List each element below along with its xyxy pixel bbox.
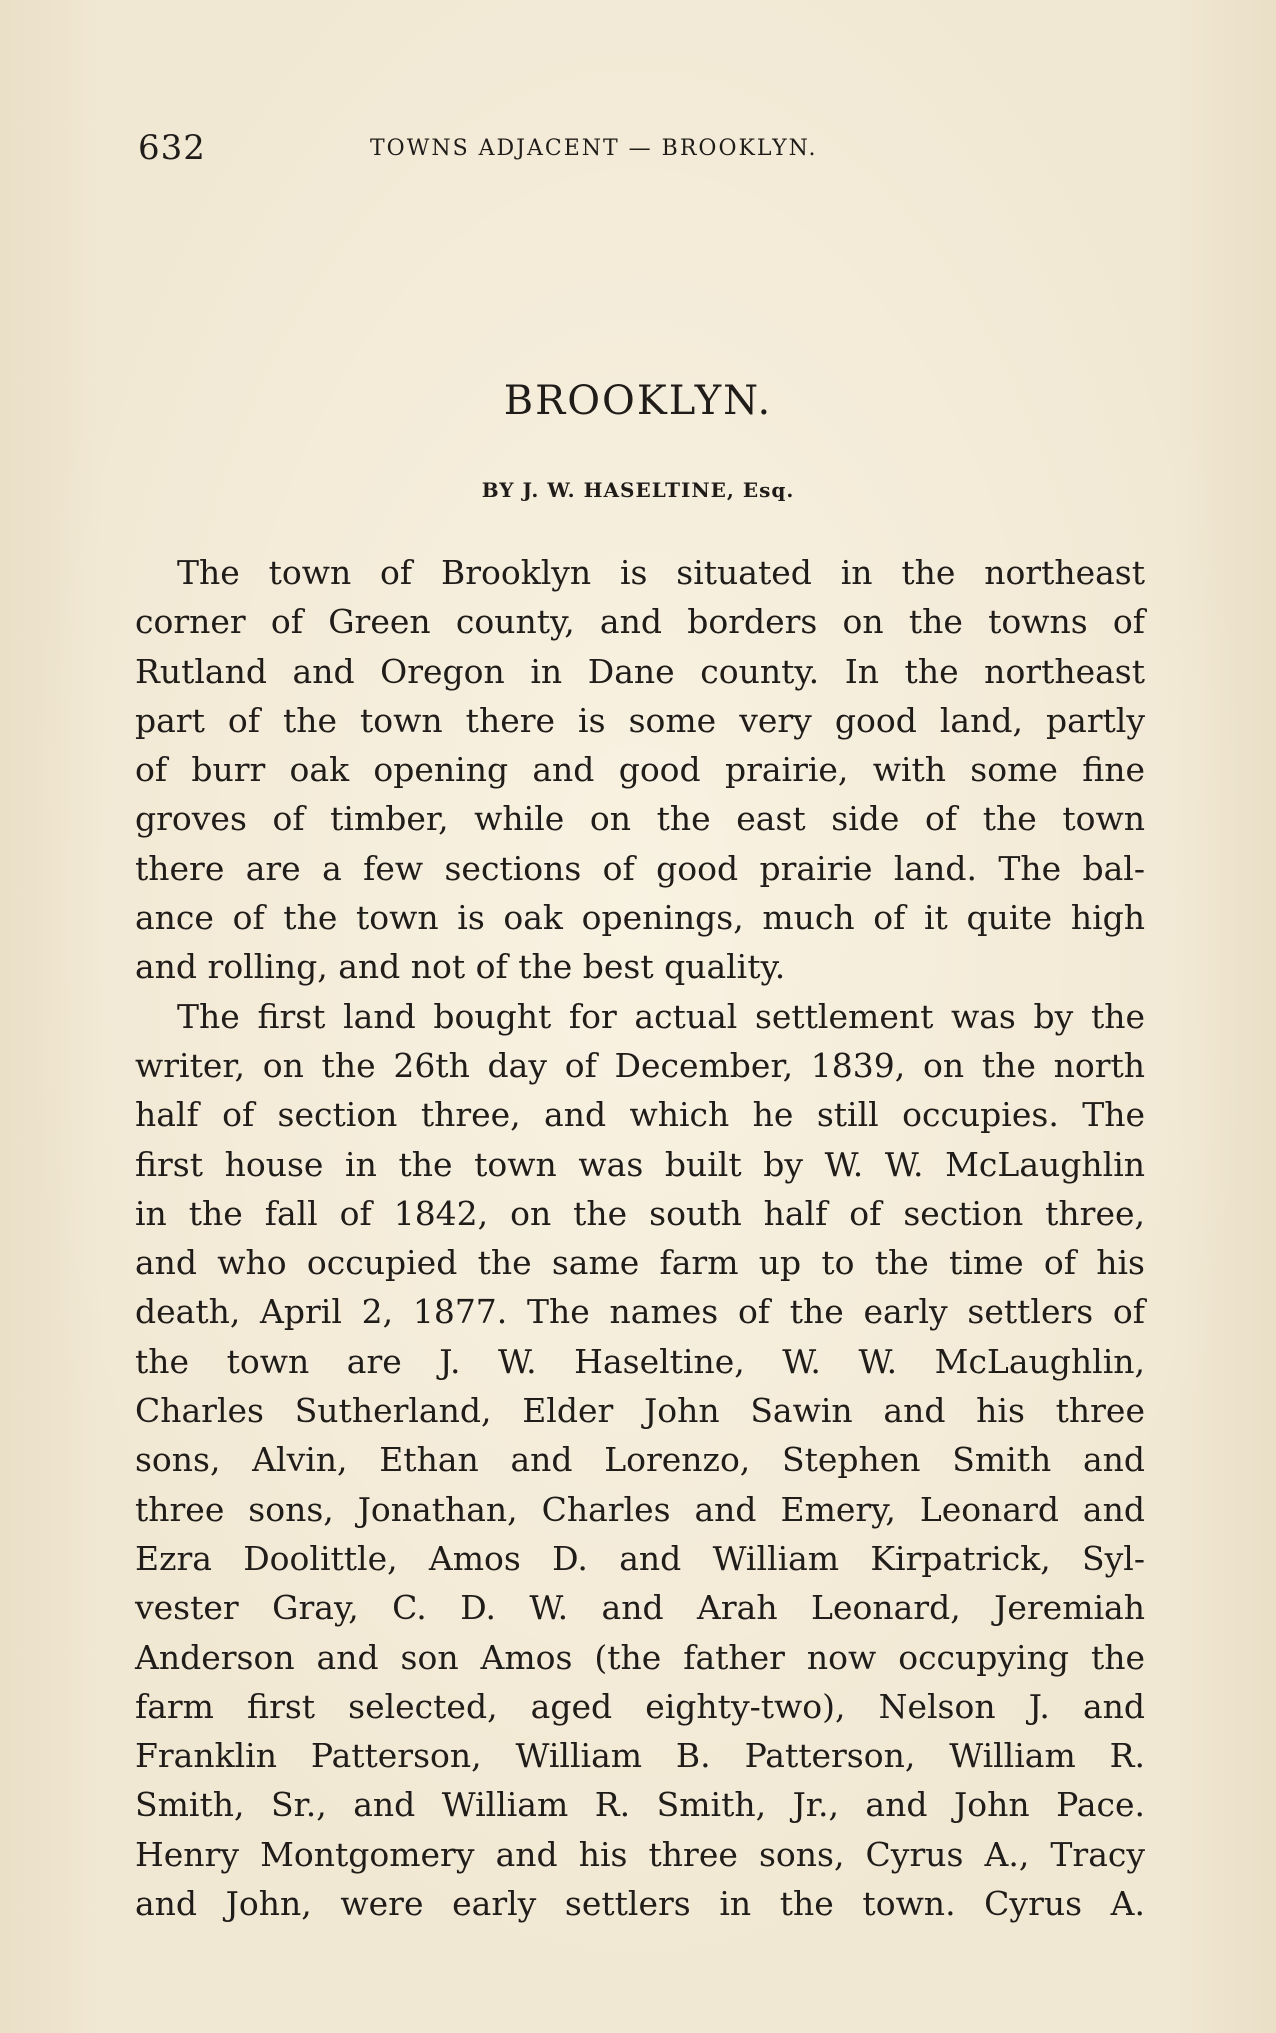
text-line: three sons, Jonathan, Charles and Emery, Leonard and [135,1489,1145,1529]
page-number: 632 [138,128,206,168]
text-line: Henry Montgomery and his three sons, Cyrus A., Tracy [135,1834,1145,1874]
text-line: Ezra Doolittle, Amos D. and William Kirpatrick, Syl- [135,1538,1145,1578]
text-line: and who occupied the same farm up to the time of his [135,1243,1145,1283]
text-line: writer, on the 26th day of December, 1839, on the north [135,1045,1145,1085]
text-line: Franklin Patterson, William B. Patterson, William R. [135,1736,1145,1776]
text-line: The first land bought for actual settlement was by the [177,996,1145,1036]
running-head [138,128,1158,178]
text-line: of burr oak opening and good prairie, with some fine [135,750,1145,790]
body-text [135,548,1145,1928]
text-line: and John, were early settlers in the town. Cyrus A. [135,1884,1145,1924]
section-heading: BROOKLYN. [503,378,773,424]
text-line: Smith, Sr., and William R. Smith, Jr., and John Pace. [135,1785,1145,1825]
text-line: and rolling, and not of the best quality. [135,947,786,987]
author-byline: BY J. W. HASELTINE, Esq. [481,478,795,502]
text-line: Charles Sutherland, Elder John Sawin and his three [135,1391,1145,1431]
text-line: sons, Alvin, Ethan and Lorenzo, Stephen Smith and [135,1440,1145,1480]
text-line: half of section three, and which he still occupies. The [135,1095,1145,1135]
running-title: TOWNS ADJACENT — BROOKLYN. [370,136,818,161]
text-line: in the fall of 1842, on the south half of section three, [135,1193,1145,1233]
text-line: corner of Green county, and borders on the towns of [135,602,1145,642]
text-line: there are a few sections of good prairie land. The bal- [135,848,1145,888]
text-line: part of the town there is some very good land, partly [135,700,1145,740]
text-line: first house in the town was built by W. W. McLaughlin [135,1144,1145,1184]
text-line: Rutland and Oregon in Dane county. In the northeast [135,651,1145,691]
text-line: ance of the town is oak openings, much of it quite high [135,898,1145,938]
text-line: Anderson and son Amos (the father now occupying the [135,1637,1145,1677]
text-line: the town are J. W. Haseltine, W. W. McLaughlin, [135,1341,1145,1381]
text-line: death, April 2, 1877. The names of the early settlers of [135,1292,1145,1332]
text-line: farm first selected, aged eighty-two), Nelson J. and [135,1686,1145,1726]
text-line: vester Gray, C. D. W. and Arah Leonard, Jeremiah [135,1588,1145,1628]
text-line: groves of timber, while on the east side of the town [135,799,1145,839]
text-line: The town of Brooklyn is situated in the northeast [177,553,1145,592]
